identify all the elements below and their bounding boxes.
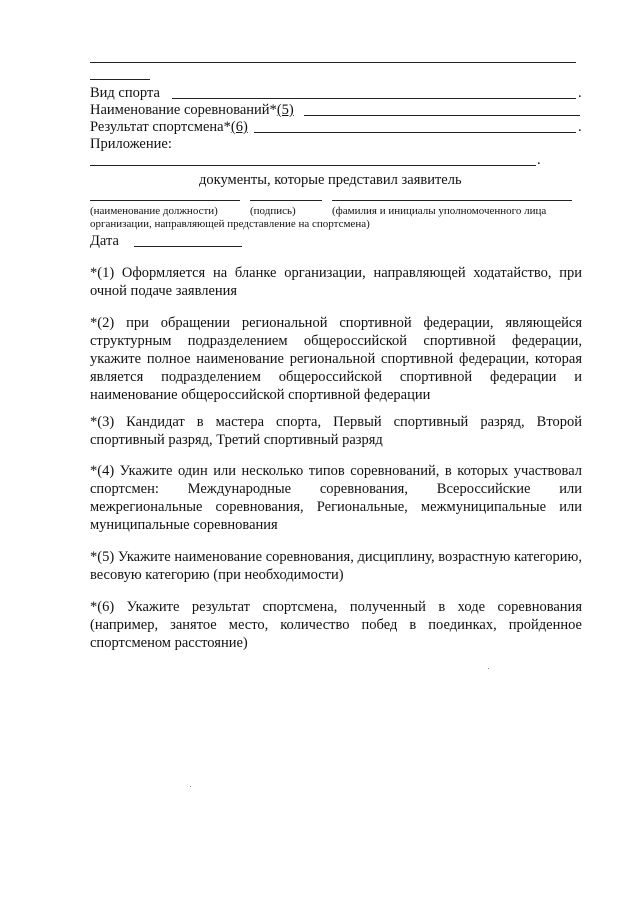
footnote-6: *(6) Укажите результат спортсмена, полученный в ходе соревнования (например, занятое место, количество побед в поединках, пройденное спортсменом расстояние) <box>90 599 582 651</box>
result-ref: (6) <box>230 119 248 135</box>
position-caption: (наименование должности) <box>90 205 218 217</box>
sport-label: Вид спорта <box>90 85 160 101</box>
signature-line[interactable] <box>250 200 322 201</box>
top-blank-line <box>90 62 576 63</box>
scan-speck <box>190 786 191 787</box>
attachment-row <box>90 135 172 153</box>
org-caption: организации, направляющей представление на спортсмена) <box>90 218 370 230</box>
position-line[interactable] <box>90 200 240 201</box>
attachment-label: Приложение: <box>90 136 172 152</box>
fullname-caption: (фамилия и инициалы уполномоченного лица <box>332 205 547 217</box>
date-row <box>90 232 119 250</box>
attachment-period: . <box>537 152 541 168</box>
signature-caption: (подпись) <box>250 205 296 217</box>
result-row <box>90 118 248 136</box>
attachment-input-line[interactable] <box>90 165 536 166</box>
result-label: Результат спортсмена* <box>90 119 231 135</box>
footnote-3: *(3) Кандидат в мастера спорта, Первый спортивный разряд, Второй спортивный разряд, Третий спортивный разряд <box>90 414 582 448</box>
result-input-line[interactable] <box>254 132 576 133</box>
footnote-1: *(1) Оформляется на бланке организации, направляющей ходатайство, при очной подаче заявления <box>90 265 582 299</box>
footnote-5: *(5) Укажите наименование соревнования, дисциплину, возрастную категорию, весовую категорию (при необходимости) <box>90 549 582 583</box>
date-label: Дата <box>90 233 119 249</box>
scan-speck <box>488 668 489 669</box>
competition-input-line[interactable] <box>304 115 580 116</box>
sport-period: . <box>578 85 582 101</box>
competition-ref: (5) <box>276 102 294 118</box>
competition-label: Наименование соревнований* <box>90 102 277 118</box>
result-period: . <box>578 119 582 135</box>
sport-input-line[interactable] <box>172 98 576 99</box>
footnote-4: *(4) Укажите один или несколько типов соревнований, в которых участвовал спортсмен: Международные соревнования, Всероссийские или межрегиональные соревнования, Региональные, межмуниципальные или муниципальные соревнования <box>90 463 582 533</box>
short-blank-line <box>90 79 150 80</box>
sport-row <box>90 84 160 102</box>
competition-row <box>90 101 294 119</box>
documents-caption: документы, которые представил заявитель <box>199 172 462 188</box>
footnote-2: *(2) при обращении региональной спортивной федерации, являющейся структурным подразделением общероссийской спортивной федерации, укажите полное наименование региональной спортивной федерации, которая является подразделением общероссийской спортивной федерации и наименование общероссийской спортивной федерации <box>90 315 582 403</box>
date-input-line[interactable] <box>134 246 242 247</box>
fullname-line[interactable] <box>332 200 572 201</box>
